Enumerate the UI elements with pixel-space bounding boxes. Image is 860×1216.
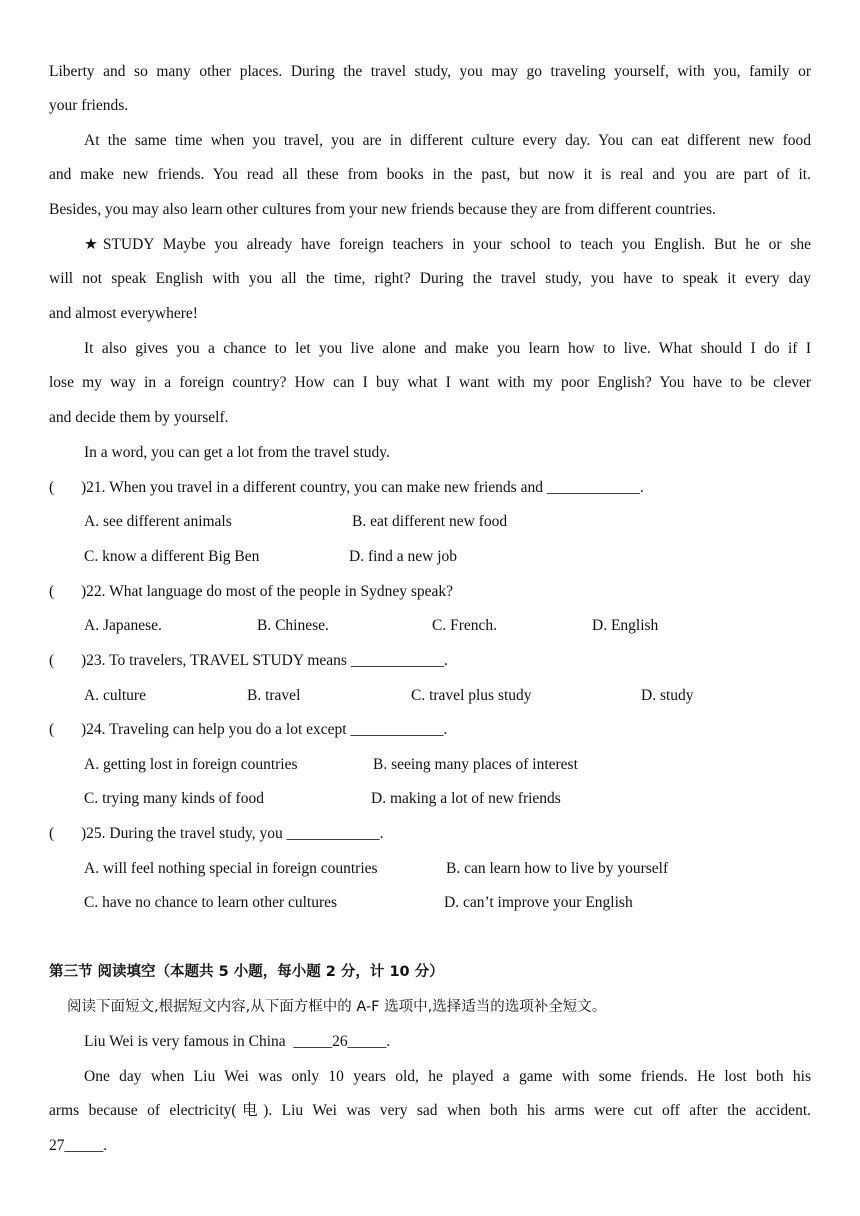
question-24-options-row [49, 782, 811, 816]
question-22-options-row [49, 609, 811, 643]
question-text: )22. What language do most of the people in Sydney speak? [81, 583, 454, 600]
answer-paren[interactable]: ( [49, 825, 55, 842]
section-heading: 第三节 阅读填空（本题共 5 小题，每小题 2 分，计 10 分） [49, 964, 444, 980]
option-c: C. know a different Big Ben [84, 548, 260, 565]
sentence-text: Liu Wei is very famous in China [84, 1033, 286, 1050]
option-c: C. French. [432, 617, 498, 634]
passage-line: In a word, you can get a lot from the travel study. [84, 444, 390, 461]
passage-line [49, 1129, 811, 1163]
question-25-options-row [49, 886, 811, 920]
answer-paren[interactable]: ( [49, 479, 55, 496]
passage-line: Liberty and so many other places. During the travel study, you may go traveling yourself, with you, family or [49, 63, 811, 80]
option-d: D. making a lot of new friends [371, 790, 561, 807]
passage-line: At the same time when you travel, you are in different culture every day. You can eat different new food [84, 132, 811, 149]
option-b: B. eat different new food [352, 513, 508, 530]
question-23-options-row [49, 679, 811, 713]
option-a: A. see different animals [84, 513, 232, 530]
passage-line: arms because of electricity(电). Liu Wei was very sad when both his arms were cut off after the accident. [49, 1102, 811, 1119]
option-a: A. culture [84, 687, 146, 704]
option-a: A. Japanese. [84, 617, 162, 634]
answer-paren[interactable]: ( [49, 652, 55, 669]
blank-26[interactable]: _____26_____ [293, 1033, 387, 1050]
option-c: C. have no chance to learn other cultures [84, 894, 338, 911]
question-24 [49, 713, 811, 747]
option-a: A. will feel nothing special in foreign countries [84, 860, 378, 877]
passage-line [84, 1025, 811, 1059]
answer-paren[interactable]: ( [49, 721, 55, 738]
question-21 [49, 471, 811, 505]
blank-27[interactable]: 27_____ [49, 1137, 104, 1154]
question-25 [49, 817, 811, 851]
passage-line: Besides, you may also learn other cultures from your new friends because they are from different countries. [49, 201, 716, 218]
passage-line: and almost everywhere! [49, 305, 198, 322]
question-21-options-row [49, 505, 811, 539]
section-instruction: 阅读下面短文,根据短文内容,从下面方框中的 A-F 选项中,选择适当的选项补全短文。 [67, 999, 607, 1015]
passage-line: your friends. [49, 97, 129, 114]
option-b: B. can learn how to live by yourself [446, 860, 669, 877]
sentence-end: . [103, 1137, 108, 1154]
option-d: D. English [592, 617, 659, 634]
passage-line: One day when Liu Wei was only 10 years old, he played a game with some friends. He lost both his [84, 1068, 811, 1085]
option-b: B. Chinese. [257, 617, 329, 634]
option-d: D. study [641, 687, 694, 704]
option-d: D. can’t improve your English [444, 894, 633, 911]
question-22 [49, 575, 811, 609]
passage-line: and decide them by yourself. [49, 409, 229, 426]
passage-line: It also gives you a chance to let you live alone and make you learn how to live. What should I do if I [84, 340, 811, 357]
question-text: )21. When you travel in a different country, you can make new friends and ____________. [81, 479, 644, 496]
option-a: A. getting lost in foreign countries [84, 756, 298, 773]
passage-line: lose my way in a foreign country? How can I buy what I want with my poor English? You have to be clever [49, 374, 811, 391]
passage-line: will not speak English with you all the time, right? During the travel study, you have to speak it every day [49, 270, 811, 287]
answer-paren[interactable]: ( [49, 583, 55, 600]
option-c: C. travel plus study [411, 687, 532, 704]
passage-line: ★STUDY Maybe you already have foreign teachers in your school to teach you English. But he or she [84, 236, 811, 253]
question-text: )25. During the travel study, you ____________. [81, 825, 384, 842]
sentence-end: . [386, 1033, 391, 1050]
question-25-options-row [49, 852, 811, 886]
question-24-options-row [49, 748, 811, 782]
option-b: B. seeing many places of interest [373, 756, 578, 773]
question-text: )23. To travelers, TRAVEL STUDY means ____________. [81, 652, 448, 669]
question-23 [49, 644, 811, 678]
question-text: )24. Traveling can help you do a lot except ____________. [81, 721, 448, 738]
passage-line: and make new friends. You read all these from books in the past, but now it is real and you are part of it. [49, 166, 811, 183]
option-d: D. find a new job [349, 548, 458, 565]
question-21-options-row [49, 540, 811, 574]
option-b: B. travel [247, 687, 301, 704]
option-c: C. trying many kinds of food [84, 790, 264, 807]
